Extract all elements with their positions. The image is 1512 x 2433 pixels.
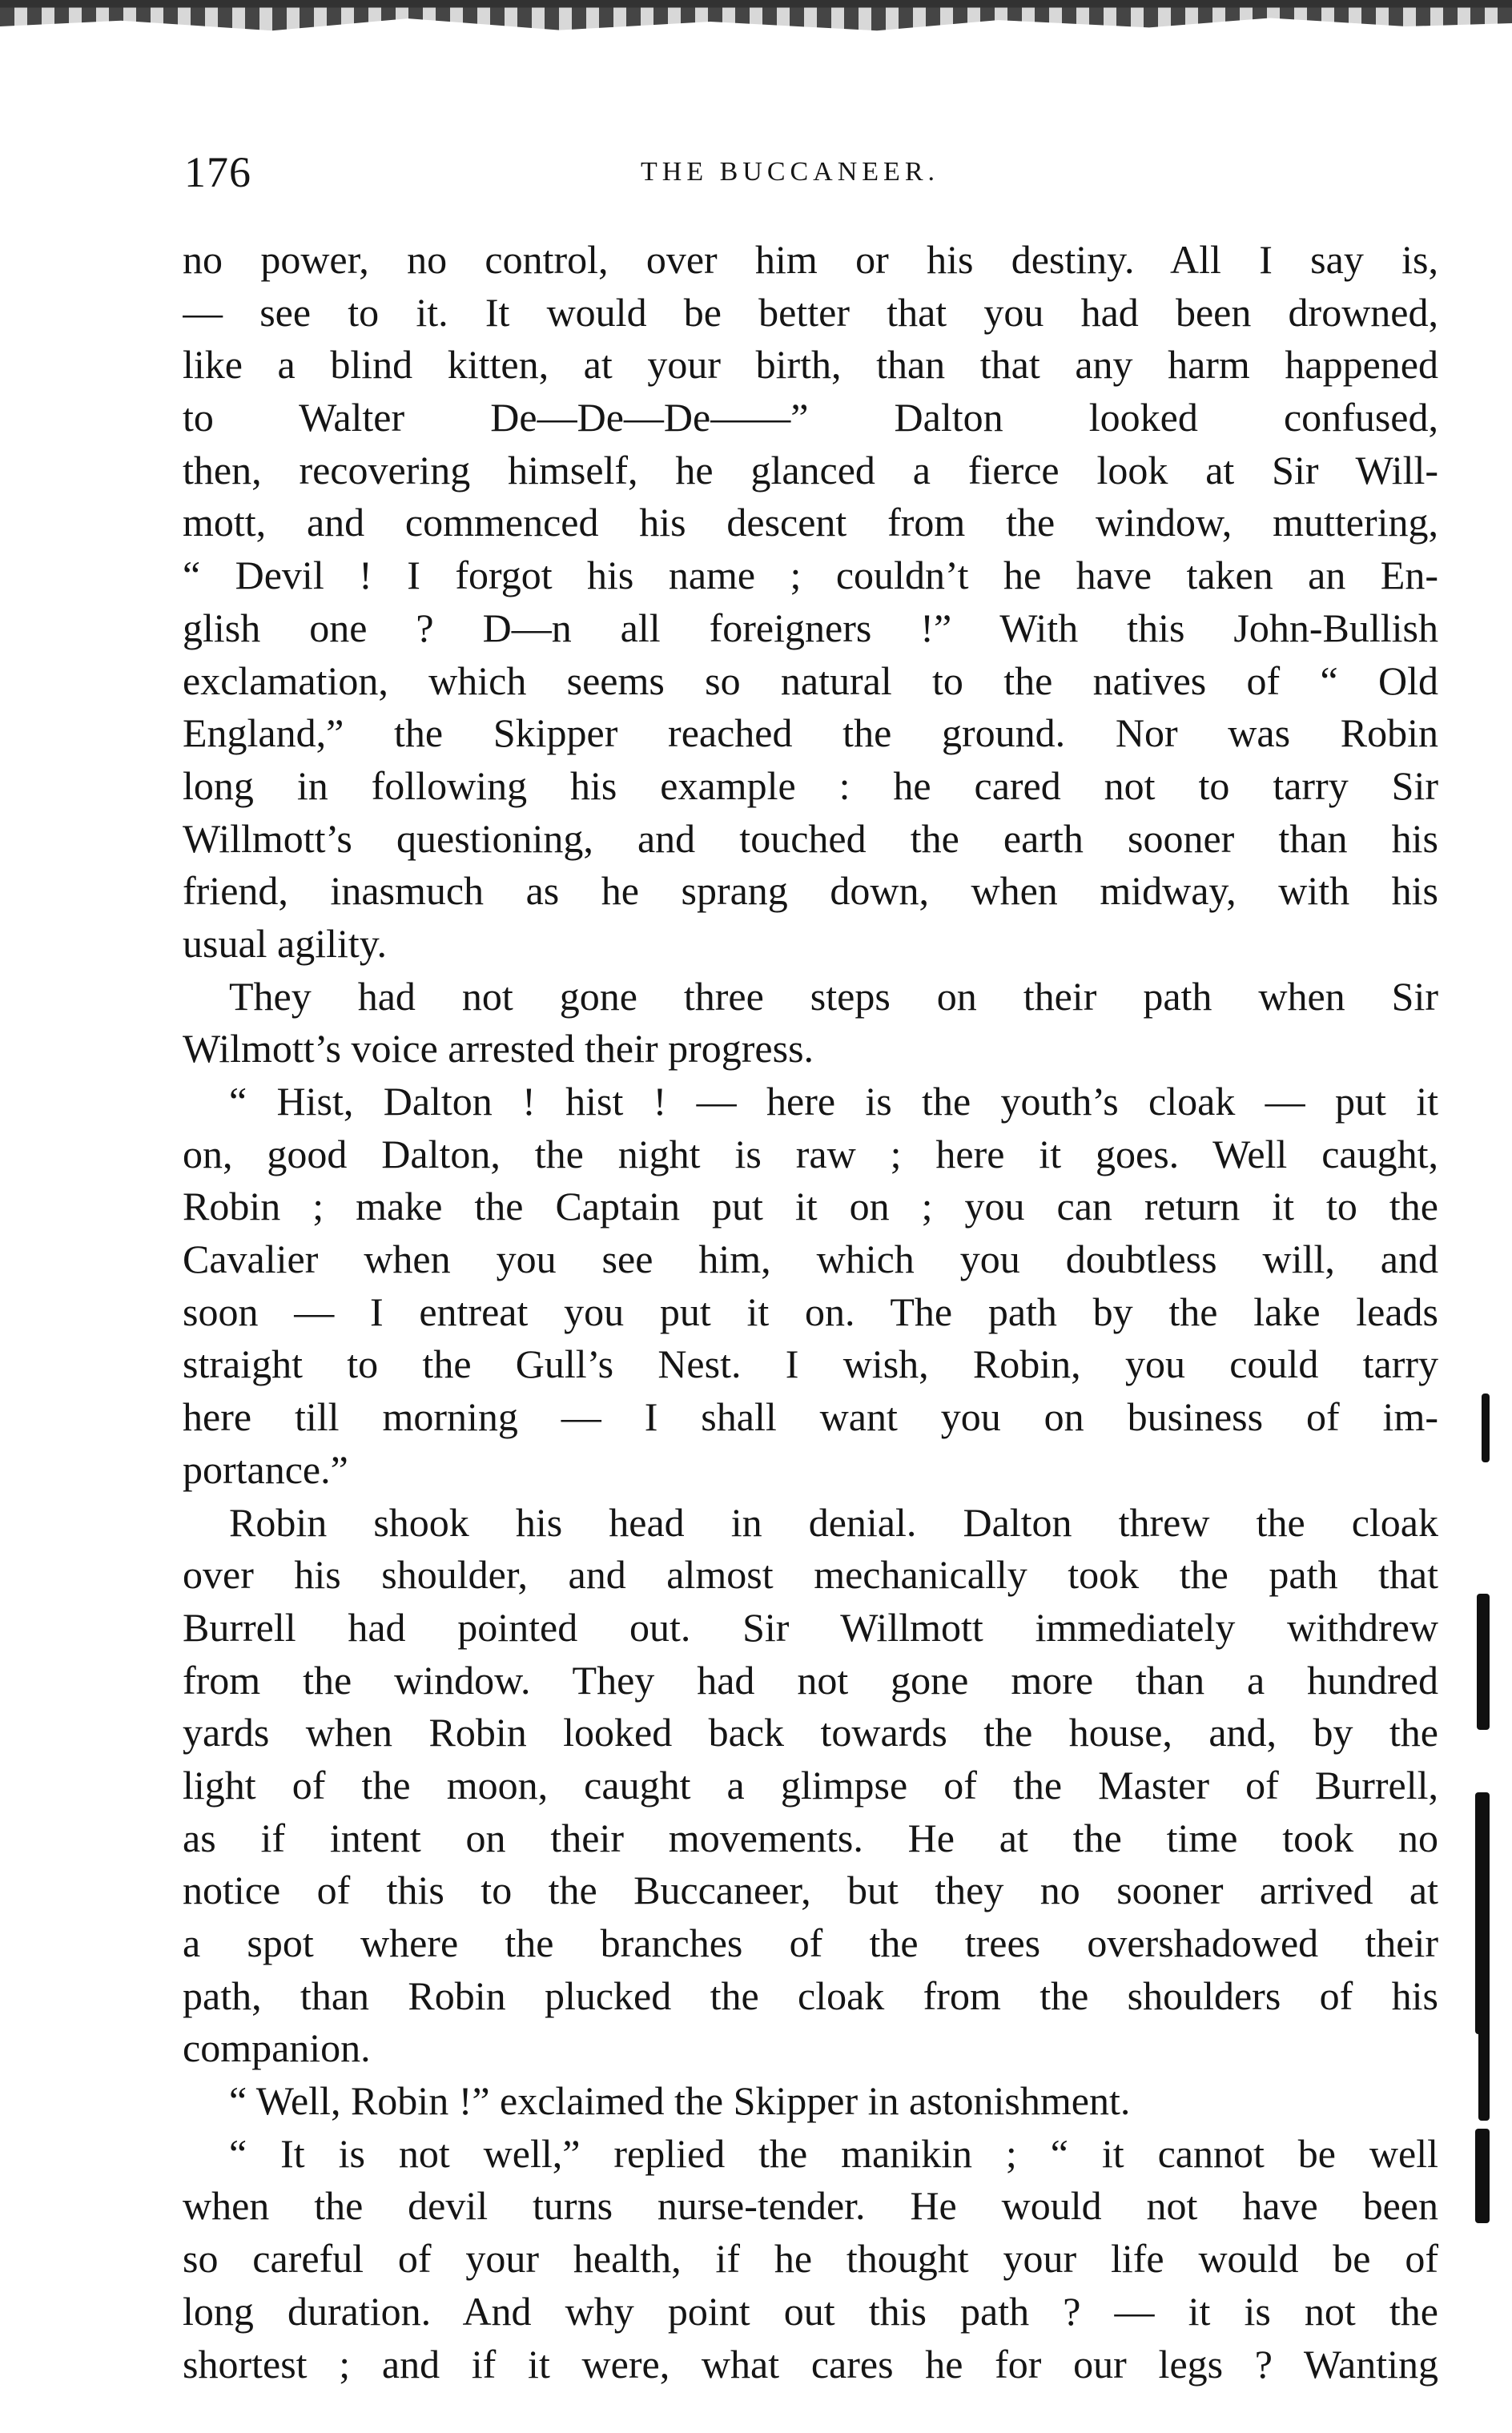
text-line: no power, no control, over him or his destiny. All I say is, [183, 237, 1438, 282]
text-line: friend, inasmuch as he sprang down, when midway, with his [183, 868, 1438, 914]
text-line: exclamation, which seems so natural to the natives of “ Old [183, 658, 1438, 703]
text-line: companion. [183, 2025, 371, 2071]
text-line: long duration. And why point out this path ? — it is not the [183, 2288, 1438, 2334]
scanned-side-mark [1478, 2026, 1490, 2121]
text-line: shortest ; and if it were, what cares he for our legs ? Wanting [183, 2341, 1438, 2387]
text-line: so careful of your health, if he thought your life would be of [183, 2236, 1438, 2282]
running-title: THE BUCCANEER. [641, 157, 939, 187]
text-line: as if intent on their movements. He at the time took no [183, 1815, 1438, 1860]
scanned-side-mark [1477, 1594, 1490, 1730]
text-line: soon — I entreat you put it on. The path by the lake leads [183, 1289, 1438, 1334]
paragraph-first-line: They had not gone three steps on their path when Sir [229, 973, 1438, 1019]
text-line: over his shoulder, and almost mechanically took the path that [183, 1552, 1438, 1598]
text-line: England,” the Skipper reached the ground. Nor was Robin [183, 710, 1438, 756]
text-line: Robin ; make the Captain put it on ; you can return it to the [183, 1184, 1438, 1229]
text-line: Cavalier when you see him, which you doubtless will, and [183, 1237, 1438, 1282]
text-line: light of the moon, caught a glimpse of the Master of Burrell, [183, 1762, 1438, 1808]
text-line: long in following his example : he cared not to tarry Sir [183, 762, 1438, 808]
text-line: here till morning — I shall want you on business of im- [183, 1394, 1438, 1440]
text-line: glish one ? D—n all foreigners !” With this John-Bullish [183, 605, 1438, 650]
text-line: Burrell had pointed out. Sir Willmott immediately withdrew [183, 1604, 1438, 1650]
text-line: a spot where the branches of the trees overshadowed their [183, 1920, 1438, 1965]
text-line: usual agility. [183, 920, 388, 966]
scanned-top-edge [0, 0, 1512, 53]
page-number: 176 [184, 148, 251, 196]
page-header [184, 136, 1434, 208]
text-line: portance.” [183, 1446, 348, 1492]
text-line: notice of this to the Buccaneer, but they no sooner arrived at [183, 1868, 1438, 1913]
text-line: Willmott’s questioning, and touched the earth sooner than his [183, 815, 1438, 861]
text-line: — see to it. It would be better that you had been drowned, [183, 289, 1438, 335]
book-page-text [183, 234, 1438, 2396]
text-line: Wilmott’s voice arrested their progress. [183, 1026, 814, 1072]
text-line: from the window. They had not gone more than a hundred [183, 1657, 1438, 1703]
paragraph-first-line: “ Well, Robin !” exclaimed the Skipper in astonishment. [229, 2078, 1131, 2124]
text-line: straight to the Gull’s Nest. I wish, Robin, you could tarry [183, 1341, 1438, 1387]
text-line: path, than Robin plucked the cloak from the shoulders of his [183, 1973, 1438, 2018]
text-line: on, good Dalton, the night is raw ; here it goes. Well caught, [183, 1131, 1438, 1176]
paragraph-first-line: “ Hist, Dalton ! hist ! — here is the youth’s cloak — put it [229, 1079, 1438, 1124]
text-line: “ Devil ! I forgot his name ; couldn’t he have taken an En- [183, 553, 1438, 598]
text-line: then, recovering himself, he glanced a fierce look at Sir Will- [183, 447, 1438, 493]
paragraph-first-line: “ It is not well,” replied the manikin ; “ it cannot be well [229, 2130, 1438, 2176]
text-line: to Walter De—De—De——” Dalton looked confused, [183, 395, 1438, 440]
scanned-side-mark [1482, 1393, 1490, 1462]
text-line: when the devil turns nurse-tender. He would not have been [183, 2183, 1438, 2229]
scanned-side-mark [1475, 1792, 1490, 2034]
paragraph-first-line: Robin shook his head in denial. Dalton threw the cloak [229, 1499, 1438, 1545]
text-line: mott, and commenced his descent from the window, muttering, [183, 500, 1438, 545]
scanned-side-mark [1475, 2129, 1490, 2223]
text-line: like a blind kitten, at your birth, than that any harm happened [183, 342, 1438, 388]
text-line: yards when Robin looked back towards the house, and, by the [183, 1710, 1438, 1755]
